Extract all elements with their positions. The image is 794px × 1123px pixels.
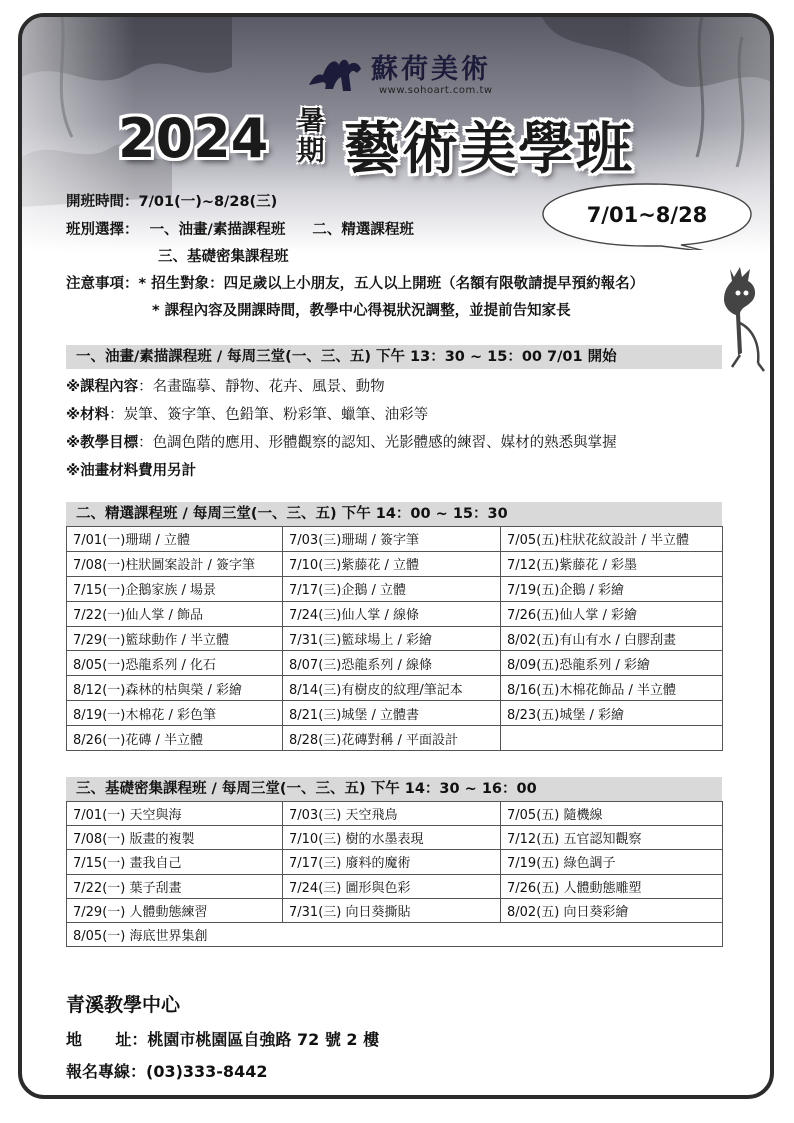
section3-schedule-table [66, 801, 723, 947]
table-cell: 8/19(一)木棉花 / 彩色筆 [67, 701, 283, 726]
period-line: 開班時間：7/01(一)~8/28(三) [66, 194, 278, 210]
table-cell: 7/05(五) 隨機線 [501, 802, 723, 826]
table-cell: 8/02(五)有山有水 / 白膠刮畫 [501, 626, 723, 651]
table-cell: 7/03(三)珊瑚 / 簽字筆 [283, 527, 501, 552]
table-cell: 7/26(五)仙人掌 / 彩繪 [501, 601, 723, 626]
table-cell: 8/02(五) 向日葵彩繪 [501, 898, 723, 922]
table-cell: 7/24(三)仙人掌 / 線條 [283, 601, 501, 626]
brand-name: 蘇荷美術 [371, 54, 491, 85]
table-cell: 7/12(五)紫藤花 / 彩墨 [501, 551, 723, 576]
table-cell: 8/12(一)森林的枯與榮 / 彩繪 [67, 676, 283, 701]
table-cell: 7/17(三)企鵝 / 立體 [283, 576, 501, 601]
table-row [67, 626, 723, 651]
table-row [67, 726, 723, 751]
brand-url: www.sohoart.com.tw [379, 85, 493, 96]
brand-figure-icon [307, 55, 365, 97]
table-cell: 8/16(五)木棉花飾品 / 半立體 [501, 676, 723, 701]
table-cell: 7/08(一)柱狀圖案設計 / 簽字筆 [67, 551, 283, 576]
table-cell: 8/05(一) 海底世界集創 [67, 922, 723, 946]
title-year: 2024 [118, 107, 269, 170]
title-main: 藝術美學班 [344, 117, 634, 182]
table-cell: 7/12(五) 五官認知觀察 [501, 826, 723, 850]
table-row [67, 802, 723, 826]
table-row [67, 676, 723, 701]
table-cell: 7/15(一) 畫我自己 [67, 850, 283, 874]
center-address: 地 址：桃園市桃園區自強路 72 號 2 樓 [66, 1030, 380, 1049]
table-cell: 7/29(一)籃球動作 / 半立體 [67, 626, 283, 651]
table-row [67, 898, 723, 922]
center-phone: 報名專線：(03)333-8442 [66, 1062, 268, 1081]
notes-line-1 [66, 272, 644, 293]
table-cell: 8/26(一)花磚 / 半立體 [67, 726, 283, 751]
section1-line-content [66, 375, 385, 396]
section1-line-label: ※油畫材料費用另計 [66, 463, 197, 479]
table-cell: 7/17(三) 廢料的魔術 [283, 850, 501, 874]
title-season-bottom: 期 [297, 136, 325, 167]
table-cell: 7/03(三) 天空飛鳥 [283, 802, 501, 826]
section1-line-label: ※課程內容 [66, 379, 139, 395]
table-cell: 7/10(三)紫藤花 / 立體 [283, 551, 501, 576]
table-cell: 7/10(三) 樹的水墨表現 [283, 826, 501, 850]
table-cell: 8/05(一)恐龍系列 / 化石 [67, 651, 283, 676]
section1-line-materials [66, 403, 428, 424]
section1-line-label: ※材料 [66, 407, 110, 423]
section1-line-text: ：名畫臨摹、靜物、花卉、風景、動物 [138, 379, 385, 395]
center-name: 青溪教學中心 [66, 994, 181, 1016]
table-cell: 7/29(一) 人體動態練習 [67, 898, 283, 922]
section1-line-goals [66, 431, 617, 452]
section1-line-text: ：色調色階的應用、形體觀察的認知、光影體感的練習、媒材的熟悉與掌握 [138, 435, 617, 451]
table-cell: 8/14(三)有樹皮的紋理/筆記本 [283, 676, 501, 701]
table-cell: 7/19(五) 綠色調子 [501, 850, 723, 874]
class-option-1: 一、油畫/素描課程班 [149, 222, 286, 238]
section1-line-label: ※教學目標 [66, 435, 139, 451]
table-cell: 7/24(三) 圖形與色彩 [283, 874, 501, 898]
note-2: * 課程內容及開課時間，教學中心得視狀況調整，並提前告知家長 [152, 303, 571, 319]
table-cell: 7/22(一)仙人掌 / 飾品 [67, 601, 283, 626]
table-cell: 8/09(五)恐龍系列 / 彩繪 [501, 651, 723, 676]
table-cell: 8/07(三)恐龍系列 / 線條 [283, 651, 501, 676]
table-cell: 7/31(三)籃球場上 / 彩繪 [283, 626, 501, 651]
table-row [67, 576, 723, 601]
table-row [67, 651, 723, 676]
class-option-2: 二、精選課程班 [312, 222, 414, 238]
title-season [294, 107, 328, 167]
section1-line-fee [66, 459, 196, 480]
table-row [67, 551, 723, 576]
title-season-top: 暑 [297, 106, 325, 137]
table-cell: 7/01(一) 天空與海 [67, 802, 283, 826]
table-cell: 7/08(一) 版畫的複製 [67, 826, 283, 850]
table-row [67, 601, 723, 626]
classes-line [66, 218, 414, 239]
section1-header: 一、油畫/素描課程班 / 每周三堂(一、三、五) 下午 13：30 ~ 15：00 7/01 開始 [66, 345, 722, 369]
class-option-3: 三、基礎密集課程班 [158, 249, 289, 265]
note-1: * 招生對象：四足歲以上小朋友，五人以上開班（名額有限敬請提早預約報名） [138, 276, 645, 292]
table-cell: 8/21(三)城堡 / 立體書 [283, 701, 501, 726]
table-cell: 7/19(五)企鵝 / 彩繪 [501, 576, 723, 601]
table-row [67, 826, 723, 850]
section2-header: 二、精選課程班 / 每周三堂(一、三、五) 下午 14：00 ~ 15：30 [66, 502, 722, 526]
section1-line-text: ：炭筆、簽字筆、色鉛筆、粉彩筆、蠟筆、油彩等 [109, 407, 429, 423]
classes-label: 班別選擇： [66, 222, 139, 238]
table-cell: 7/22(一) 葉子刮畫 [67, 874, 283, 898]
table-row [67, 701, 723, 726]
table-row [67, 874, 723, 898]
bubble-dates: 7/01~8/28 [586, 203, 708, 227]
table-cell: 7/05(五)柱狀花紋設計 / 半立體 [501, 527, 723, 552]
table-cell: 8/23(五)城堡 / 彩繪 [501, 701, 723, 726]
section3-header: 三、基礎密集課程班 / 每周三堂(一、三、五) 下午 14：30 ~ 16：00 [66, 777, 722, 801]
table-cell: 8/28(三)花磚對稱 / 平面設計 [283, 726, 501, 751]
table-cell: 7/01(一)珊瑚 / 立體 [67, 527, 283, 552]
table-cell: 7/15(一)企鵝家族 / 場景 [67, 576, 283, 601]
table-row [67, 922, 723, 946]
flyer-frame [18, 13, 774, 1099]
table-row [67, 527, 723, 552]
table-cell [501, 726, 723, 751]
section2-schedule-table [66, 526, 723, 751]
brand-logo [307, 55, 493, 97]
notes-label: 注意事項： [66, 276, 139, 292]
table-cell: 7/31(三) 向日葵撕貼 [283, 898, 501, 922]
table-row [67, 850, 723, 874]
table-cell: 7/26(五) 人體動態雕塑 [501, 874, 723, 898]
